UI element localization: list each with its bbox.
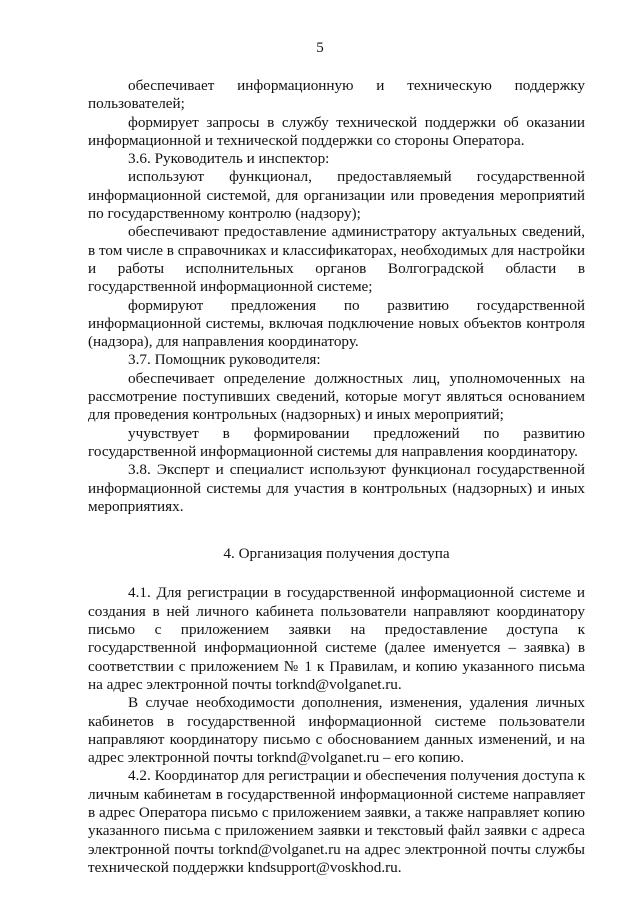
paragraph: обеспечивает информационную и техническую поддержку пользователей; bbox=[88, 77, 585, 113]
paragraph: обеспечивают предоставление администратору актуальных сведений, в том числе в справочниках и классификаторах, необходимых для настройки и работы исполнительных органов Волгоградской области в государственной информационной системе; bbox=[88, 223, 585, 296]
page-number: 5 bbox=[316, 40, 324, 56]
section-heading: 4. Организация получения доступа bbox=[223, 545, 450, 563]
document-body bbox=[88, 77, 585, 877]
paragraph: формируют предложения по развитию государственной информационной системы, включая подключение новых объектов контроля (надзора), для направления координатору. bbox=[88, 296, 585, 351]
paragraph: 4.2. Координатор для регистрации и обеспечения получения доступа к личным кабинетам в государственной информационной системе направляет в адрес Оператора письмо с приложением заявки, а также направляет копию указанного письма с приложением заявки и текстовый файл заявки с адреса электронной почты torknd@volganet.ru на адрес электронной почты службы технической поддержки kndsupport@voskhod.ru. bbox=[88, 767, 585, 876]
paragraph: В случае необходимости дополнения, изменения, удаления личных кабинетов в государственной информационной системе пользователи направляют координатору письмо с обоснованием данных изменений, и на адрес электронной почты torknd@volganet.ru – его копию. bbox=[88, 694, 585, 767]
paragraph: 3.7. Помощник руководителя: bbox=[128, 351, 321, 369]
paragraph: формирует запросы в службу технической поддержки об оказании информационной и технической поддержки со стороны Оператора. bbox=[88, 113, 585, 149]
paragraph: 3.6. Руководитель и инспектор: bbox=[128, 150, 330, 168]
paragraph: обеспечивает определение должностных лиц, уполномоченных на рассмотрение поступивших сведений, которые могут являться основанием для проведения контрольных (надзорных) и иных мероприятий; bbox=[88, 369, 585, 424]
paragraph: используют функционал, предоставляемый государственной информационной системой, для организации или проведения мероприятий по государственному контролю (надзору); bbox=[88, 168, 585, 223]
paragraph: 4.1. Для регистрации в государственной информационной системе и создания в ней личного кабинета пользователи направляют координатору письмо с приложением заявки на предоставление доступа к государственной информационной системе (далее именуется – заявка) в соответствии с приложением № 1 к Правилам, и копию указанного письма на адрес электронной почты torknd@volganet.ru. bbox=[88, 584, 585, 693]
paragraph: 3.8. Эксперт и специалист используют функционал государственной информационной системы для участия в контрольных (надзорных) и иных мероприятиях. bbox=[88, 461, 585, 515]
paragraph: учувствует в формировании предложений по развитию государственной информационной системы для направления координатору. bbox=[88, 424, 585, 460]
